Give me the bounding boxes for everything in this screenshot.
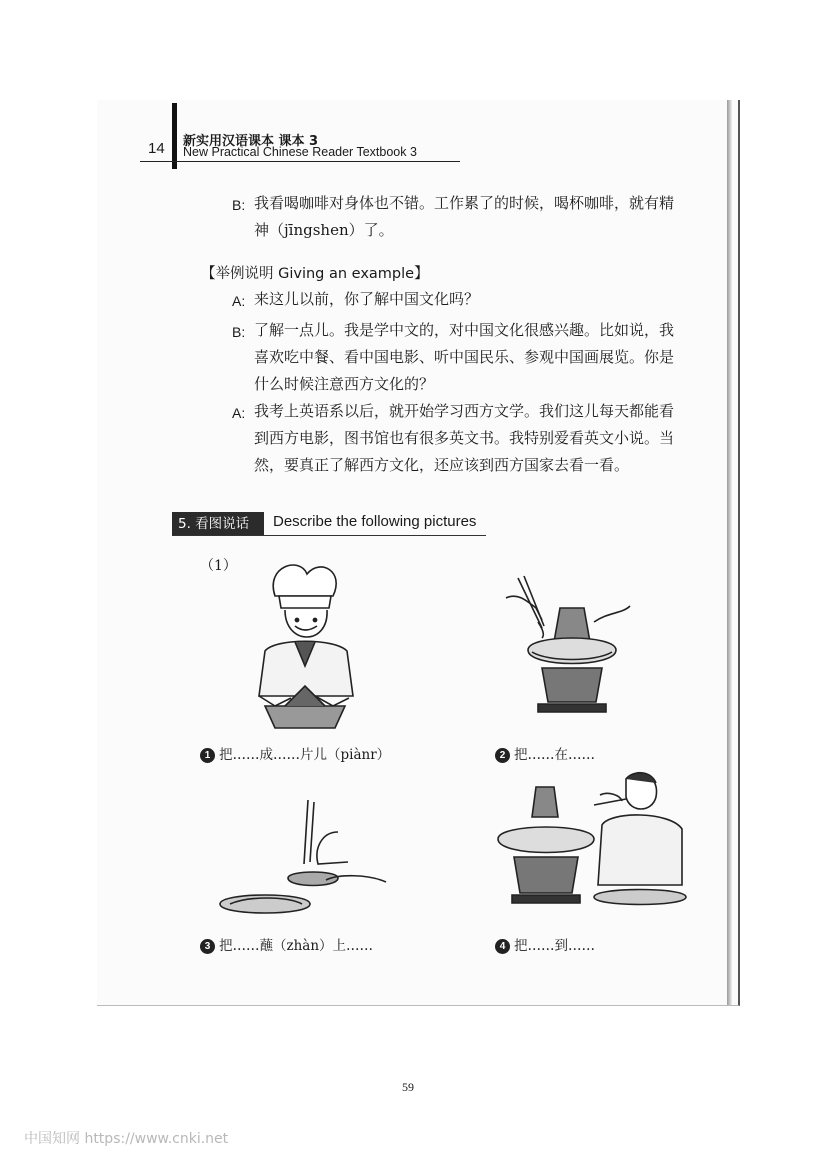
chopsticks-dipping-illustration	[218, 792, 393, 922]
dialog-line: 什么时候注意西方文化的？	[254, 375, 435, 393]
example-heading: 【举例说明 Giving an example】	[201, 266, 429, 282]
caption-text: 把……蘸（zhàn）上……	[219, 938, 374, 954]
caption-1	[200, 743, 390, 763]
hotpot-chopsticks-illustration	[498, 572, 638, 732]
caption-4	[495, 934, 595, 954]
dialog-line: 来这儿以前，你了解中国文化吗？	[254, 290, 480, 308]
caption-number: 2	[495, 748, 510, 763]
caption-number: 4	[495, 939, 510, 954]
header-title-cn: 新实用汉语课本 课本 3	[183, 134, 319, 149]
header-rule	[140, 161, 460, 162]
caption-text: 把……到……	[514, 938, 595, 954]
section-title: Describe the following pictures	[273, 513, 477, 530]
dialog-line: 然，要真正了解西方文化，还应该到西方国家去看一看。	[254, 456, 630, 474]
caption-3	[200, 934, 373, 954]
caption-text: 把……在……	[514, 747, 595, 763]
speaker-a: A:	[232, 293, 246, 309]
sub-number: （1）	[200, 558, 237, 574]
dialog-line: 到西方电影，图书馆也有很多英文书。我特别爱看英文小说。当	[254, 429, 675, 447]
section-rule	[172, 535, 486, 536]
header-page-number: 14	[148, 140, 165, 157]
header-title-en: New Practical Chinese Reader Textbook 3	[183, 145, 417, 159]
caption-text: 把……成……片儿（piànr）	[219, 747, 391, 763]
speaker-b: B:	[232, 197, 246, 213]
dialog-line: 我考上英语系以后，就开始学习西方文学。我们这儿每天都能看	[254, 402, 675, 420]
caption-number: 3	[200, 939, 215, 954]
caption-2	[495, 743, 595, 763]
dialog-line: 喜欢吃中餐、看中国电影、听中国民乐、参观中国画展览。你是	[254, 348, 675, 366]
speaker-b: B:	[232, 324, 246, 340]
footer-page-number: 59	[402, 1080, 414, 1094]
dialog-line: 我看喝咖啡对身体也不错。工作累了的时候，喝杯咖啡，就有精	[254, 194, 675, 212]
dialog-line: 神（jīngshen）了。	[254, 221, 394, 239]
man-eating-hotpot-illustration	[490, 765, 690, 925]
section-label: 5. 看图说话	[172, 512, 264, 536]
caption-number: 1	[200, 748, 215, 763]
chef-slicing-meat-illustration	[245, 556, 365, 736]
watermark: 中国知网 https://www.cnki.net	[24, 1131, 229, 1147]
header-bar	[172, 103, 177, 169]
dialog-line: 了解一点儿。我是学中文的，对中国文化很感兴趣。比如说，我	[254, 321, 675, 339]
page-edge-shadow	[727, 100, 732, 1005]
speaker-a: A:	[232, 405, 246, 421]
